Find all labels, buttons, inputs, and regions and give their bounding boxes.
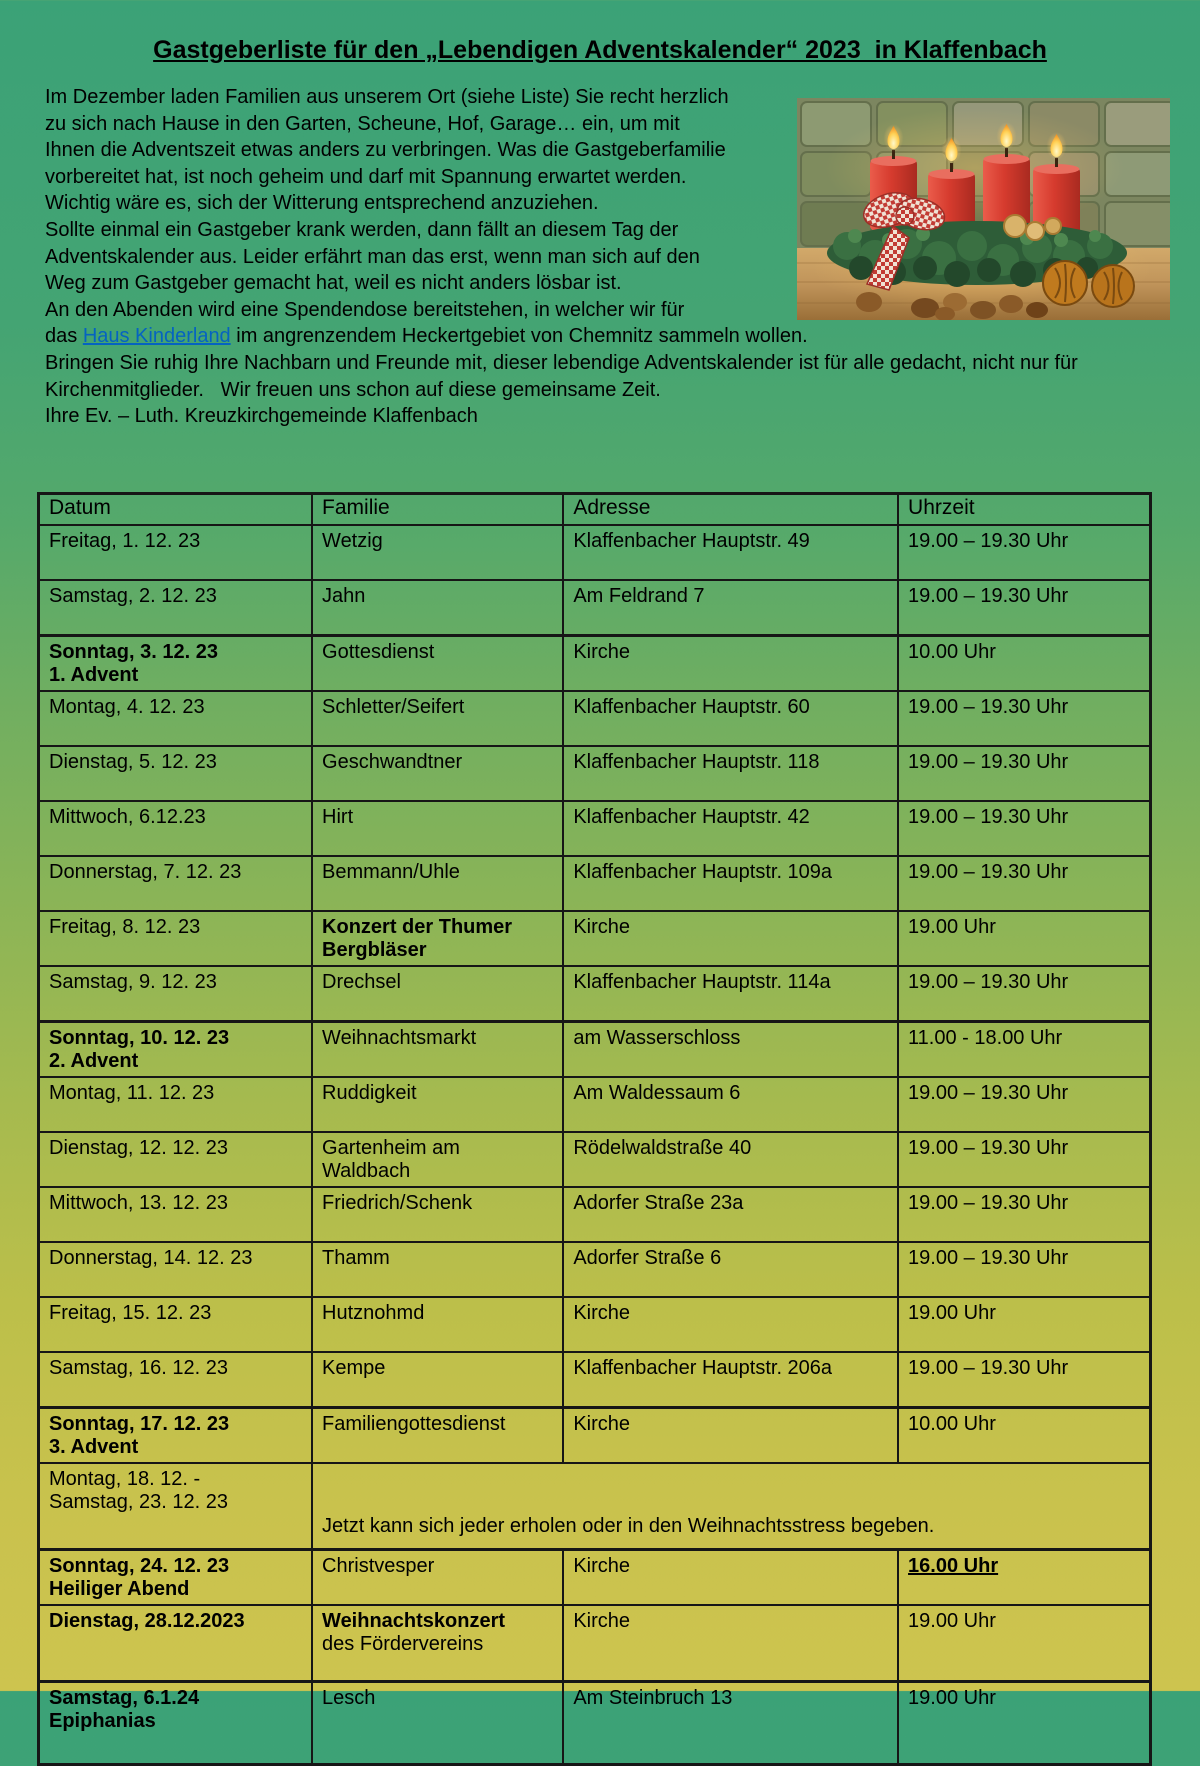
cell-datum: Sonntag, 24. 12. 23 Heiliger Abend bbox=[39, 1550, 313, 1606]
table-row bbox=[39, 1463, 1151, 1550]
cell-familie: Ruddigkeit bbox=[312, 1077, 563, 1132]
cell-familie: Wetzig bbox=[312, 525, 563, 580]
cell-adresse: Kirche bbox=[563, 1297, 898, 1352]
column-header-uhrzeit: Uhrzeit bbox=[898, 494, 1150, 526]
cell-uhrzeit: 19.00 – 19.30 Uhr bbox=[898, 856, 1150, 911]
cell-datum: Freitag, 15. 12. 23 bbox=[39, 1297, 313, 1352]
table-row bbox=[39, 911, 1151, 966]
cell-adresse: Klaffenbacher Hauptstr. 42 bbox=[563, 801, 898, 856]
cell-datum: Freitag, 8. 12. 23 bbox=[39, 911, 313, 966]
cell-adresse: Klaffenbacher Hauptstr. 60 bbox=[563, 691, 898, 746]
table-row bbox=[39, 801, 1151, 856]
cell-familie: Schletter/Seifert bbox=[312, 691, 563, 746]
table-row bbox=[39, 636, 1151, 692]
cell-adresse: Klaffenbacher Hauptstr. 118 bbox=[563, 746, 898, 801]
cell-datum: Mittwoch, 6.12.23 bbox=[39, 801, 313, 856]
cell-datum: Sonntag, 10. 12. 23 2. Advent bbox=[39, 1022, 313, 1078]
cell-familie: Christvesper bbox=[312, 1550, 563, 1606]
cell-adresse: Klaffenbacher Hauptstr. 49 bbox=[563, 525, 898, 580]
intro-line: Im Dezember laden Familien aus unserem Ort (siehe Liste) Sie recht herzlich bbox=[45, 86, 729, 108]
intro-line: Kirchenmitglieder. Wir freuen uns schon auf diese gemeinsame Zeit. bbox=[45, 378, 661, 401]
cell-familie: Gottesdienst bbox=[312, 636, 563, 692]
cell-datum: Samstag, 6.1.24 Epiphanias bbox=[39, 1682, 313, 1765]
cell-uhrzeit: 19.00 Uhr bbox=[898, 911, 1150, 966]
cell-adresse: Am Feldrand 7 bbox=[563, 580, 898, 636]
cell-familie: Drechsel bbox=[312, 966, 563, 1022]
cell-uhrzeit: 10.00 Uhr bbox=[898, 636, 1150, 692]
table-row bbox=[39, 1242, 1151, 1297]
intro-line: zu sich nach Hause in den Garten, Scheune, Hof, Garage… ein, um mit bbox=[45, 112, 680, 135]
cell-familie: Bemmann/Uhle bbox=[312, 856, 563, 911]
table-row bbox=[39, 1682, 1151, 1765]
intro-line: Sollte einmal ein Gastgeber krank werden, dann fällt an diesem Tag der bbox=[45, 218, 679, 241]
cell-uhrzeit: 19.00 – 19.30 Uhr bbox=[898, 1077, 1150, 1132]
cell-uhrzeit: 19.00 – 19.30 Uhr bbox=[898, 691, 1150, 746]
cell-adresse: Am Waldessaum 6 bbox=[563, 1077, 898, 1132]
cell-uhrzeit: 19.00 – 19.30 Uhr bbox=[898, 580, 1150, 636]
table-row bbox=[39, 1077, 1151, 1132]
cell-adresse: Kirche bbox=[563, 636, 898, 692]
cell-familie: Thamm bbox=[312, 1242, 563, 1297]
column-header-datum: Datum bbox=[39, 494, 313, 526]
cell-uhrzeit: 16.00 Uhr bbox=[898, 1550, 1150, 1606]
cell-adresse: Kirche bbox=[563, 1408, 898, 1464]
column-header-familie: Familie bbox=[312, 494, 563, 526]
cell-datum: Montag, 4. 12. 23 bbox=[39, 691, 313, 746]
table-row bbox=[39, 1352, 1151, 1408]
cell-adresse: Klaffenbacher Hauptstr. 206a bbox=[563, 1352, 898, 1408]
cell-adresse: Adorfer Straße 23a bbox=[563, 1187, 898, 1242]
table-row bbox=[39, 1297, 1151, 1352]
intro-line bbox=[45, 323, 1175, 350]
intro-line: Bringen Sie ruhig Ihre Nachbarn und Freunde mit, dieser lebendige Adventskalender ist für alle gedacht, nicht nur für bbox=[45, 351, 1078, 374]
column-header-adresse: Adresse bbox=[563, 494, 898, 526]
table-row bbox=[39, 1132, 1151, 1187]
cell-uhrzeit: 19.00 – 19.30 Uhr bbox=[898, 1132, 1150, 1187]
cell-adresse: Kirche bbox=[563, 911, 898, 966]
intro-line-text: das bbox=[45, 325, 83, 348]
cell-uhrzeit: 19.00 Uhr bbox=[898, 1682, 1150, 1765]
intro-line: Wichtig wäre es, sich der Witterung entsprechend anzuziehen. bbox=[45, 192, 599, 215]
cell-datum: Sonntag, 3. 12. 23 1. Advent bbox=[39, 636, 313, 692]
cell-datum: Donnerstag, 14. 12. 23 bbox=[39, 1242, 313, 1297]
cell-uhrzeit: 19.00 Uhr bbox=[898, 1605, 1150, 1682]
cell-datum: Samstag, 9. 12. 23 bbox=[39, 966, 313, 1022]
intro-line: An den Abenden wird eine Spendendose bereitstehen, in welcher wir für bbox=[45, 298, 685, 321]
cell-datum: Dienstag, 5. 12. 23 bbox=[39, 746, 313, 801]
cell-datum: Mittwoch, 13. 12. 23 bbox=[39, 1187, 313, 1242]
cell-familie: Familiengottesdienst bbox=[312, 1408, 563, 1464]
cell-familie: Weihnachtskonzert des Fördervereins bbox=[312, 1605, 563, 1682]
cell-datum: Montag, 11. 12. 23 bbox=[39, 1077, 313, 1132]
cell-adresse: Adorfer Straße 6 bbox=[563, 1242, 898, 1297]
cell-familie: Kempe bbox=[312, 1352, 563, 1408]
cell-adresse: Kirche bbox=[563, 1550, 898, 1606]
cell-adresse: Rödelwaldstraße 40 bbox=[563, 1132, 898, 1187]
intro-line: vorbereitet hat, ist noch geheim und darf mit Spannung erwartet werden. bbox=[45, 165, 687, 188]
cell-familie: Hutznohmd bbox=[312, 1297, 563, 1352]
cell-adresse: Am Steinbruch 13 bbox=[563, 1682, 898, 1765]
cell-uhrzeit: 19.00 – 19.30 Uhr bbox=[898, 1242, 1150, 1297]
table-row bbox=[39, 691, 1151, 746]
table-row bbox=[39, 1022, 1151, 1078]
cell-familie: Hirt bbox=[312, 801, 563, 856]
cell-uhrzeit: 11.00 - 18.00 Uhr bbox=[898, 1022, 1150, 1078]
cell-familie: Konzert der Thumer Bergbläser bbox=[312, 911, 563, 966]
table-row bbox=[39, 746, 1151, 801]
schedule-table bbox=[37, 492, 1152, 1766]
table-row bbox=[39, 525, 1151, 580]
cell-datum: Sonntag, 17. 12. 23 3. Advent bbox=[39, 1408, 313, 1464]
cell-uhrzeit: 19.00 – 19.30 Uhr bbox=[898, 1352, 1150, 1408]
cell-datum: Donnerstag, 7. 12. 23 bbox=[39, 856, 313, 911]
cell-uhrzeit: 19.00 Uhr bbox=[898, 1297, 1150, 1352]
table-row bbox=[39, 1187, 1151, 1242]
intro-line: Adventskalender aus. Leider erfährt man das erst, wenn man sich auf den bbox=[45, 245, 700, 268]
advent-candles-photo bbox=[797, 98, 1170, 320]
cell-adresse: Kirche bbox=[563, 1605, 898, 1682]
cell-adresse: Klaffenbacher Hauptstr. 109a bbox=[563, 856, 898, 911]
table-header-row bbox=[39, 494, 1151, 526]
table-row bbox=[39, 580, 1151, 636]
cell-adresse: am Wasserschloss bbox=[563, 1022, 898, 1078]
cell-adresse: Klaffenbacher Hauptstr. 114a bbox=[563, 966, 898, 1022]
cell-merged-note: Jetzt kann sich jeder erholen oder in den Weihnachtsstress begeben. bbox=[312, 1463, 1150, 1550]
intro-line-text: im angrenzendem Heckertgebiet von Chemnitz sammeln wollen. bbox=[230, 325, 808, 348]
haus-kinderland-link[interactable]: Haus Kinderland bbox=[82, 325, 231, 348]
cell-familie: Lesch bbox=[312, 1682, 563, 1765]
cell-uhrzeit: 19.00 – 19.30 Uhr bbox=[898, 801, 1150, 856]
cell-datum: Samstag, 2. 12. 23 bbox=[39, 580, 313, 636]
table-row bbox=[39, 1408, 1151, 1464]
cell-familie: Jahn bbox=[312, 580, 563, 636]
table-row bbox=[39, 1605, 1151, 1682]
cell-datum: Dienstag, 28.12.2023 bbox=[39, 1605, 313, 1682]
page-title: Gastgeberliste für den „Lebendigen Adventskalender“ 2023 in Klaffenbach bbox=[153, 36, 1047, 64]
intro-line: Ihnen die Adventszeit etwas anders zu verbringen. Was die Gastgeberfamilie bbox=[45, 139, 726, 162]
intro-line: Weg zum Gastgeber gemacht hat, weil es nicht anders lösbar ist. bbox=[45, 272, 622, 295]
cell-uhrzeit: 10.00 Uhr bbox=[898, 1408, 1150, 1464]
cell-uhrzeit: 19.00 – 19.30 Uhr bbox=[898, 525, 1150, 580]
table-row bbox=[39, 1550, 1151, 1606]
cell-familie: Geschwandtner bbox=[312, 746, 563, 801]
cell-familie: Friedrich/Schenk bbox=[312, 1187, 563, 1242]
cell-uhrzeit: 19.00 – 19.30 Uhr bbox=[898, 746, 1150, 801]
cell-uhrzeit: 19.00 – 19.30 Uhr bbox=[898, 966, 1150, 1022]
cell-familie: Gartenheim am Waldbach bbox=[312, 1132, 563, 1187]
cell-datum: Dienstag, 12. 12. 23 bbox=[39, 1132, 313, 1187]
table-row bbox=[39, 966, 1151, 1022]
cell-datum: Montag, 18. 12. - Samstag, 23. 12. 23 bbox=[39, 1463, 313, 1550]
cell-uhrzeit: 19.00 – 19.30 Uhr bbox=[898, 1187, 1150, 1242]
table-row bbox=[39, 856, 1151, 911]
cell-familie: Weihnachtsmarkt bbox=[312, 1022, 563, 1078]
cell-datum: Freitag, 1. 12. 23 bbox=[39, 525, 313, 580]
cell-datum: Samstag, 16. 12. 23 bbox=[39, 1352, 313, 1408]
intro-line: Ihre Ev. – Luth. Kreuzkirchgemeinde Klaffenbach bbox=[45, 405, 478, 428]
